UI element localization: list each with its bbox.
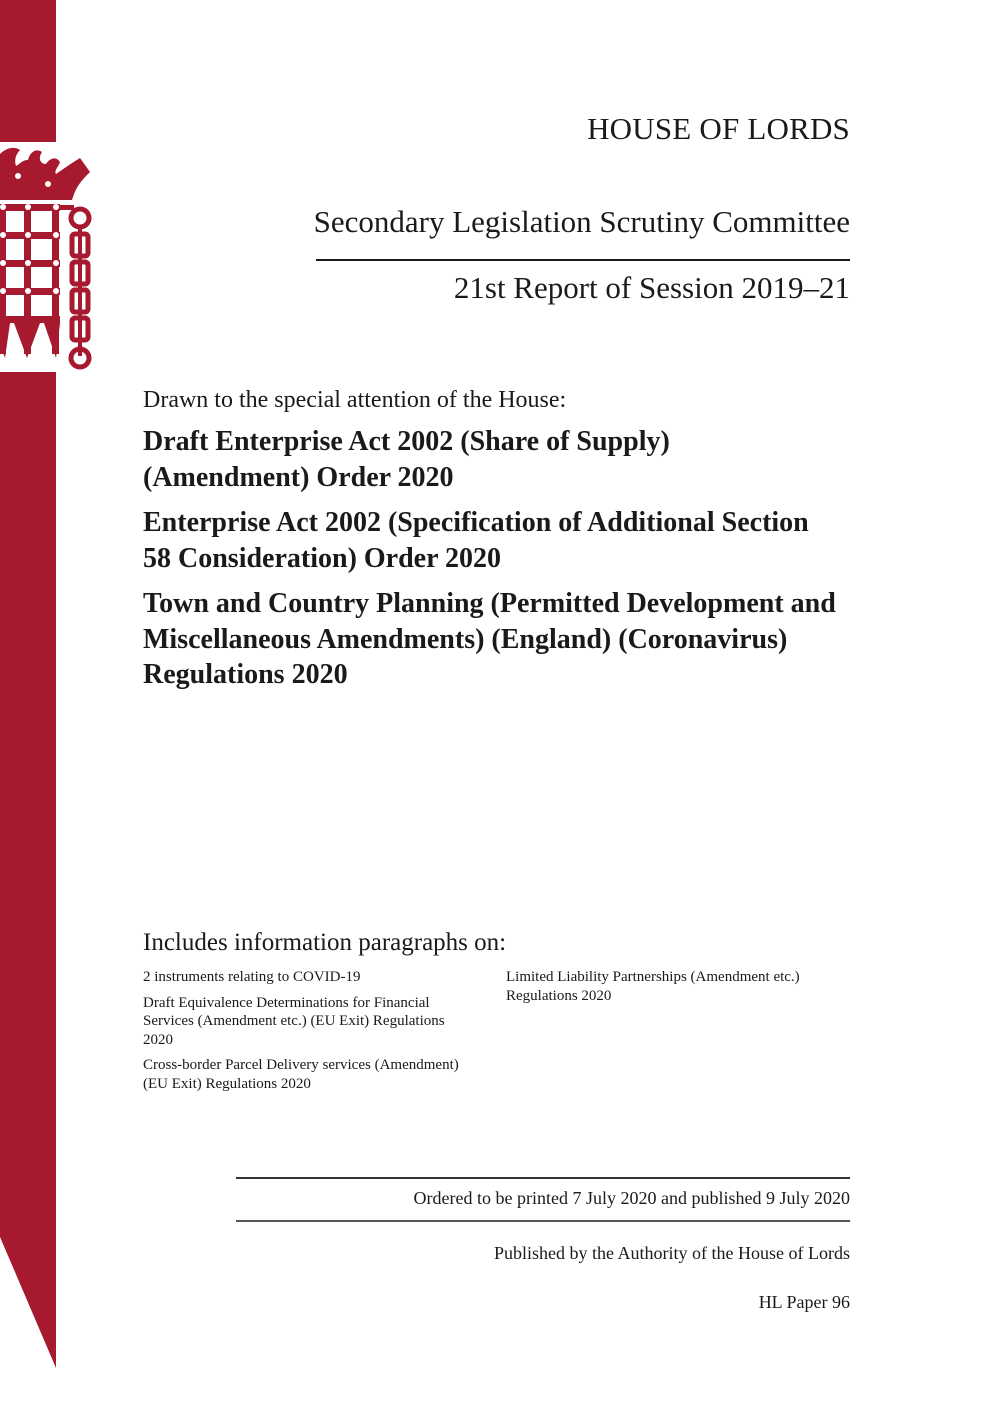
- attention-label: Drawn to the special attention of the House:: [143, 387, 567, 413]
- header-divider: [316, 259, 850, 261]
- info-paragraph-item: 2 instruments relating to COVID-19: [143, 969, 361, 985]
- instrument-title: Town and Country Planning (Permitted Development and Miscellaneous Amendments) (England) (Coronavirus) Regulations 2020: [143, 588, 836, 690]
- footer-divider-bottom: [236, 1220, 850, 1222]
- info-paragraphs-column-2: [506, 968, 851, 1012]
- paper-number: HL Paper 96: [758, 1292, 850, 1312]
- house-title: HOUSE OF LORDS: [587, 111, 850, 146]
- includes-label: Includes information paragraphs on:: [143, 929, 507, 956]
- info-paragraph-item: Cross-border Parcel Delivery services (Amendment) (EU Exit) Regulations 2020: [143, 1057, 459, 1092]
- footer-divider-top: [236, 1177, 850, 1179]
- instrument-title: Enterprise Act 2002 (Specification of Additional Section 58 Consideration) Order 2020: [143, 507, 809, 574]
- info-paragraph-item: Draft Equivalence Determinations for Financial Services (Amendment etc.) (EU Exit) Regulations 2020: [143, 994, 445, 1048]
- instrument-title: Draft Enterprise Act 2002 (Share of Supply) (Amendment) Order 2020: [143, 426, 670, 493]
- committee-name: Secondary Legislation Scrutiny Committee: [313, 204, 850, 239]
- report-session: 21st Report of Session 2019–21: [453, 270, 850, 305]
- info-paragraph-item: Limited Liability Partnerships (Amendment etc.) Regulations 2020: [506, 969, 800, 1004]
- portcullis-crown-icon: [0, 140, 100, 380]
- info-paragraphs-column-1: [143, 968, 473, 1100]
- publisher: Published by the Authority of the House of Lords: [494, 1243, 850, 1263]
- print-date: Ordered to be printed 7 July 2020 and published 9 July 2020: [413, 1188, 850, 1208]
